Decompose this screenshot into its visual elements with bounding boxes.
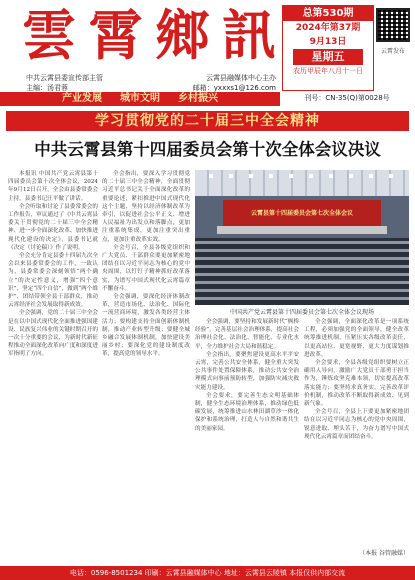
paragraph: 全会号召，全县各级党组织和广大党员、干部群众要更加紧密地团结在以习近平同志为核心的党中央周围，以钉钉子精神抓好改革落实，为谱写中国式现代化云霄篇章不懈奋斗。 bbox=[102, 244, 190, 292]
paragraph: 本报讯 中国共产党云霄县第十四届委员会第十次全体会议，2024年9月12日召开。全会由县委常委会主持。县委书记汪平做了讲话。 bbox=[8, 171, 98, 202]
main-headline: 中共云霄县第十四届委员会第十次全体会议决议 bbox=[34, 140, 381, 159]
issue-date: 9月13日 bbox=[309, 37, 347, 47]
article-column-4 bbox=[304, 318, 409, 560]
slogan-item: 城市文明 bbox=[120, 93, 160, 104]
publisher-text: 云霄县融媒体中心主办 bbox=[206, 74, 276, 82]
photo-audience bbox=[195, 238, 409, 305]
masthead-char-1: 雲 bbox=[22, 3, 74, 67]
paragraph: 全会充分肯定县委十四届九次全会以来县委常委会的工作，一致认为，县委常委会深刻领悟“两个确立”的决定性意义，增强“四个意识”，坚定“四个自信”，做到“两个维护”，团结带领全县干部群众，推动云霄经济社会发展取得新成效。 bbox=[8, 253, 98, 309]
issue-lunar-date: 农历甲辰年八月十一日 bbox=[293, 67, 363, 75]
paragraph: 全会要求，要完善生态文明基础体制，健全生态环境治理体系，推动绿色低碳发展，统筹推进山水林田湖草沙一体化保护和系统治理，打造人与自然和谐共生的美丽家园。 bbox=[195, 392, 299, 432]
photo-dais bbox=[217, 226, 387, 234]
qr-caption: 云霄发布 bbox=[380, 48, 405, 55]
paragraph: 全会强调，要坚持和发展新时代“枫桥经验”，完善基层社会治理体系，提高社会治理社会化、法治化、智能化、专业化水平，全力维护社会大局和谐稳定。 bbox=[195, 319, 299, 350]
paragraph: 全会指出，要深入学习贯彻党的二十届三中全会精神，全面贯彻习近平总书记关于全面深化改革的重要论述，紧扣推进中国式现代化这个主题，坚持以经济体制改革为牵引，以促进社会公平正义、增进人民福祉为出发点和落脚点，更加注重系统集成，更加注重突出重点，更加注重改革实效。 bbox=[102, 171, 190, 243]
paragraph: 全会强调，全面深化改革是一项系统工程，必须加强党的全面领导，健全改革统筹推进机制，压紧压实各级改革责任，以更高站位、更宽视野、更大力度谋划推进改革。 bbox=[304, 319, 409, 358]
stage-banner-text: 云霄县第十四届委员会第七次全体会议 bbox=[250, 210, 353, 217]
article-byline: （本报 谷管融媒） bbox=[359, 550, 409, 557]
page-footer: 电话：0596-8501234 印刷：云霄县融媒体中心 地址：云霄县云陵镇 本报仅供内部交流 bbox=[0, 566, 415, 580]
article-column-3 bbox=[195, 318, 299, 560]
qr-code-icon bbox=[376, 8, 410, 42]
issue-weekday: 星期五 bbox=[293, 49, 363, 65]
meeting-photo bbox=[195, 170, 409, 305]
slogan-item: 产业发展 bbox=[62, 93, 102, 104]
slogan-bar bbox=[0, 92, 280, 106]
masthead-char-4: 訊 bbox=[221, 3, 274, 67]
article-column-1 bbox=[8, 170, 98, 560]
sponsor-text: 中共云霄县委宣传部主管 bbox=[26, 74, 103, 82]
masthead-title bbox=[22, 4, 274, 66]
publication-number: 刊号：CN-35(Q)第0028号 bbox=[304, 94, 390, 102]
paragraph: 全会强调，要深化经济体制改革，营造市场化、法治化、国际化一流营商环境，激发各类经营主体活力；要构建支持全面创新体制机制，推动产业转型升级；要健全城乡融合发展体制机制，加快建设美丽乡村；要深化党的建设制度改革，提高党的领导水平。 bbox=[102, 294, 190, 358]
paragraph: 全会号召，全县上下要更加紧密地团结在以习近平同志为核心的党中央周围，锐意进取、埋头苦干，为奋力谱写中国式现代化云霄篇章而团结奋斗。 bbox=[304, 409, 409, 440]
issue-year-number: 2024年第37期 bbox=[295, 23, 361, 33]
editor-text: 主编：汤君蓉 bbox=[26, 84, 68, 92]
photo-stage-banner bbox=[223, 200, 381, 226]
photo-caption: 中国共产党云霄县第十四届委员会第七次全体会议现场 bbox=[229, 309, 374, 316]
masthead-char-2: 霄 bbox=[88, 3, 141, 67]
photo-lights bbox=[209, 174, 395, 178]
paragraph: 全会指出，要聚焦建设更高水平平安云霄，完善公共安全体系，健全重大突发公共事件处置保障体系，推动公共安全治理模式向事前预防转型，加强防灾减灾救灾能力建设。 bbox=[195, 351, 299, 391]
slogan-item: 乡村振兴 bbox=[178, 93, 218, 104]
email-text: 邮箱：yxxxs1@126.com bbox=[192, 84, 276, 92]
masthead bbox=[0, 0, 415, 92]
section-banner: 学习贯彻党的二十届三中全会精神 bbox=[6, 111, 409, 131]
paragraph: 全会要求，全县各级党组织要树立正确用人导向，激励广大党员干部勇于担当作为，锤炼攻坚克难本领，切实提高改革落实能力；要坚持求真务实，完善改革评价机制，推动改革不断取得新成效、见到新气象。 bbox=[304, 360, 409, 408]
issue-info-box bbox=[282, 5, 374, 91]
paragraph: 全会强调，党的二十届三中全会是在以中国式现代化全面推进强国建设、民族复兴伟业的关键时期召开的一次十分重要的会议，为新时代新征程推动全面深化改革向广度和深度进军指明了方向。 bbox=[8, 310, 98, 358]
issue-total: 总第530期 bbox=[283, 6, 373, 21]
masthead-char-3: 鄉 bbox=[155, 3, 208, 67]
article-column-2 bbox=[102, 170, 190, 560]
paragraph: 全会听取和讨论了县委常委会的工作报告，审议通过了《中共云霄县委关于贯彻党的二十届三中全会精神、进一步全面深化改革、加快推进现代化建设的决定》，县委书记就《决定（讨论稿）》作了说明。 bbox=[8, 203, 98, 251]
